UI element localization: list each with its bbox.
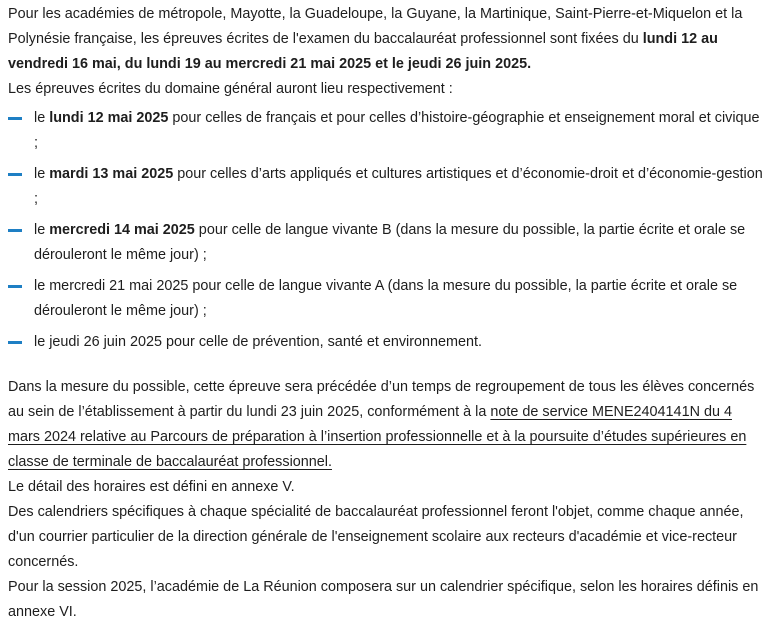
dash-bullet-icon bbox=[8, 285, 22, 288]
calendriers-paragraph: Des calendriers spécifiques à chaque spécialité de baccalauréat professionnel feront l'objet, comme chaque année, d'un courrier particulier de la direction générale de l'enseignement scolaire aux recteurs d'académie et vice-recteur concernés. bbox=[8, 504, 744, 570]
reunion-paragraph: Pour la session 2025, l’académie de La Réunion composera sur un calendrier spécifique, selon les horaires définis en annexe VI. bbox=[8, 579, 759, 620]
dash-bullet-icon bbox=[8, 229, 22, 232]
list-item: le lundi 12 mai 2025 pour celles de français et pour celles d’histoire-géographie et enseignement moral et civique ; bbox=[8, 106, 764, 156]
list-item: le mardi 13 mai 2025 pour celles d’arts appliqués et cultures artistiques et d’économie-droit et d’économie-gestion ; bbox=[8, 162, 764, 212]
list-item: le mercredi 14 mai 2025 pour celle de langue vivante B (dans la mesure du possible, la partie écrite et orale se dérouleront le même jour) ; bbox=[8, 218, 764, 268]
dash-bullet-icon bbox=[8, 117, 22, 120]
exam-schedule-list bbox=[8, 106, 764, 355]
dash-bullet-icon bbox=[8, 341, 22, 344]
horaires-paragraph: Le détail des horaires est défini en annexe V. bbox=[8, 479, 295, 495]
intro-paragraph bbox=[8, 2, 764, 77]
intro-lead: Les épreuves écrites du domaine général auront lieu respectivement : bbox=[8, 81, 453, 97]
regroupement-paragraph: Dans la mesure du possible, cette épreuve sera précédée d’un temps de regroupement de tous les élèves concernés au sein de l’établissement à partir du lundi 23 juin 2025, conformément à la note de service MENE2404141N du 4 mars 2024 relative au Parcours de préparation à l’insertion professionnelle et à la poursuite d’études supérieures en classe de terminale de baccalauréat professionnel. bbox=[8, 379, 755, 470]
list-item: le mercredi 21 mai 2025 pour celle de langue vivante A (dans la mesure du possible, la partie écrite et orale se dérouleront le même jour) ; bbox=[8, 274, 764, 324]
list-item: le jeudi 26 juin 2025 pour celle de prévention, santé et environnement. bbox=[8, 330, 764, 355]
note-de-service-link[interactable]: note de service MENE2404141N du 4 mars 2024 relative au Parcours de préparation à l’insertion professionnelle et à la poursuite d’études supérieures en classe de terminale de baccalauréat professionnel. bbox=[8, 404, 747, 470]
intro-text: Pour les académies de métropole, Mayotte, la Guadeloupe, la Guyane, la Martinique, Saint-Pierre-et-Miquelon et la Polynésie française, les épreuves écrites de l'examen du baccalauréat professionnel sont fixées du bbox=[8, 6, 743, 47]
intro-dates: lundi 12 au vendredi 16 mai, du lundi 19 au mercredi 21 mai 2025 et le jeudi 26 juin 2025. bbox=[8, 31, 718, 72]
dash-bullet-icon bbox=[8, 173, 22, 176]
